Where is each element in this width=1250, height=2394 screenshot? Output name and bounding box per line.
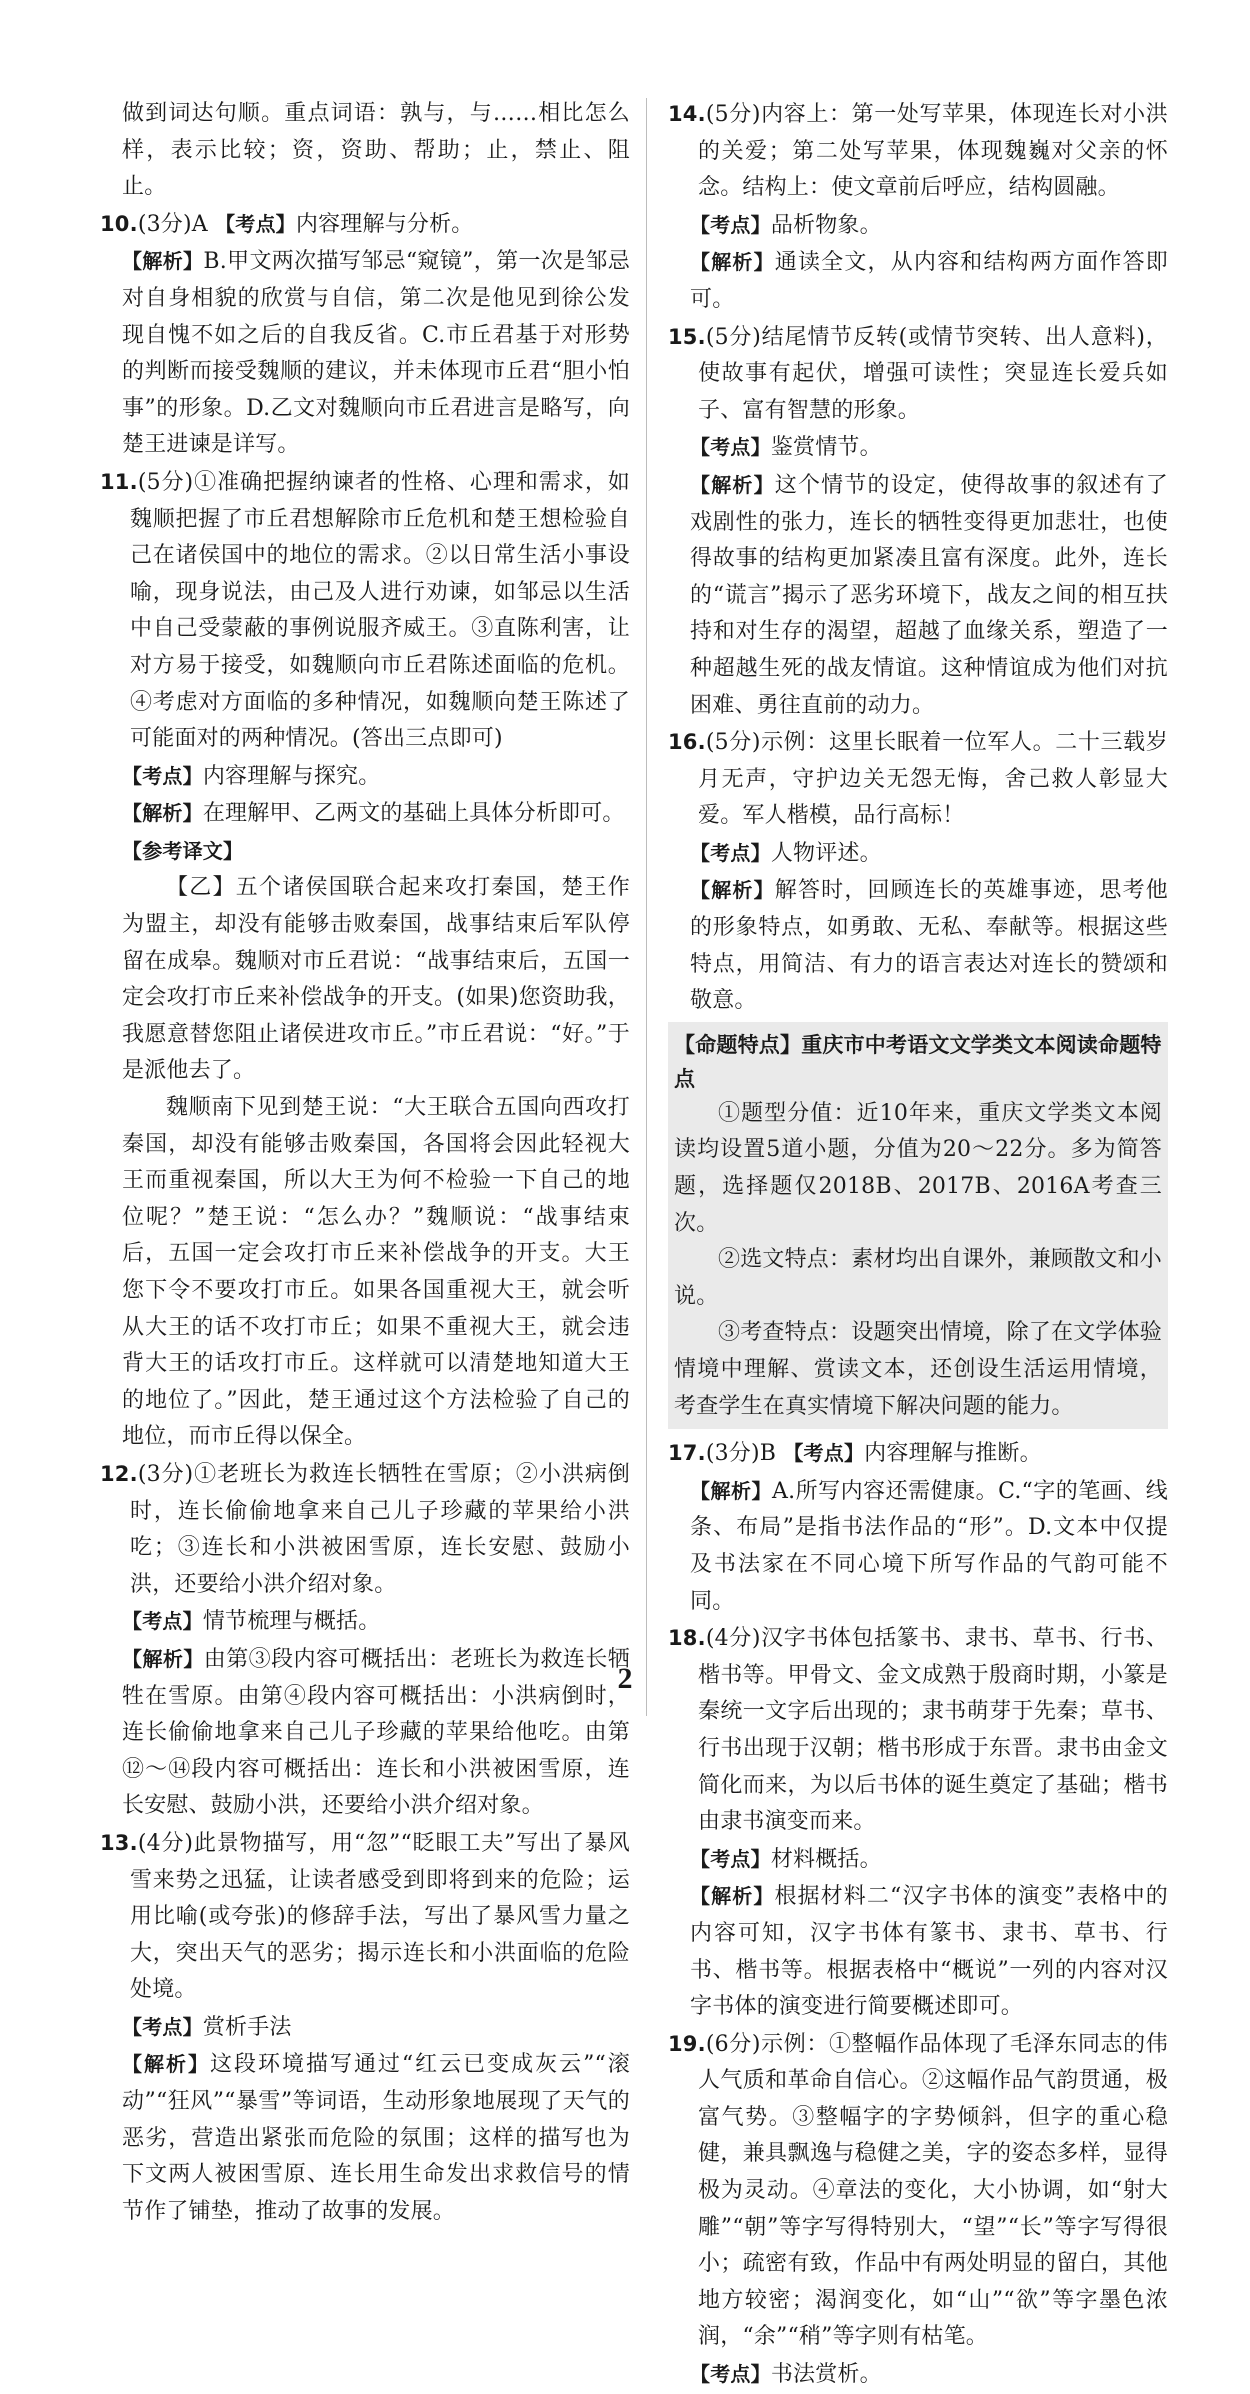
q10-jiexi: B.甲文两次描写邹忌“窥镜”，第一次是邹忌对自身相貌的欣赏与自信，第二次是他见到徐公发现自愧不如之后的自我反省。C.市丘君基于对形势的判断而接受魏顺的建议，并未体现市丘君“胆小怕事”的形象。D.乙文对魏顺向市丘君进言是略写，向楚王进谏是详写。	[122, 249, 630, 458]
q19-answer	[668, 2026, 1168, 2356]
q10-kaodian-tag: 【考点】	[215, 211, 296, 236]
q11-jiexi: 在理解甲、乙两文的基础上具体分析即可。	[202, 801, 625, 827]
q16-jiexi-tag: 【解析】	[690, 878, 775, 903]
q15-text: (5分)结尾情节反转(或情节突转、出人意料)，使故事有起伏，增强可读性；突显连长爱兵如子、富有智慧的形象。	[698, 324, 1168, 423]
continued-text: 做到词达句顺。重点词语：孰与，与……相比怎么样，表示比较；资，资助、帮助；止，禁止、阻止。	[122, 101, 630, 200]
q16-number: 16.	[668, 730, 706, 755]
q15-analysis	[668, 467, 1168, 724]
q17-analysis	[668, 1473, 1168, 1620]
q15-kaodian-tag: 【考点】	[690, 435, 771, 460]
q17-text: (3分)B	[705, 1441, 777, 1467]
q10-analysis	[100, 243, 630, 464]
q17-answer	[668, 1435, 1168, 1473]
q18-jiexi: 根据材料二“汉字书体的演变”表格中的内容可知，汉字书体有篆书、隶书、草书、行书、楷书等。根据表格中“概说”一列的内容对汉字书体的演变进行简要概述即可。	[690, 1884, 1168, 2020]
q10-kaodian: 内容理解与分析。	[295, 211, 474, 237]
q15-kaodian-text: 鉴赏情节。	[770, 435, 882, 461]
q17-kaodian: 内容理解与推断。	[864, 1441, 1042, 1467]
q18-kaodian	[668, 1841, 1168, 1879]
q14-jiexi: 通读全文，从内容和结构两方面作答即可。	[690, 250, 1168, 312]
q19-text: (6分)示例：①整幅作品体现了毛泽东同志的伟人气质和革命自信心。②这幅作品气韵贯通，极富气势。③整幅字的字势倾斜，但字的重心稳健，兼具飘逸与稳健之美，字的姿态多样，显得极为灵动。④章法的变化，大小协调，如“射大雕”“朝”等字写得特别大，“望”“长”等字写得很小；疏密有致，作品中有两处明显的留白，其他地方较密；渴润变化，如“山”“欲”等字墨色浓润，“余”“稍”等字则有枯笔。	[698, 2031, 1168, 2350]
q11-kaodian	[100, 758, 630, 796]
q14-number: 14.	[668, 102, 706, 126]
q18-text: (4分)汉字书体包括篆书、隶书、草书、行书、楷书等。甲骨文、金文成熟于殷商时期，小篆是秦统一文字后出现的；隶书萌芽于先秦；草书、行书出现于汉朝；楷书形成于东晋。隶书由金文简化而来，为以后书体的诞生奠定了基础；楷书由隶书演变而来。	[698, 1626, 1168, 1835]
q14-analysis	[668, 244, 1168, 318]
q13-kaodian-text: 赏析手法	[202, 2014, 292, 2040]
q15-answer	[668, 319, 1168, 430]
translation-paragraph-2: 魏顺南下见到楚王说：“大王联合五国向西攻打秦国，却没有能够击败秦国，各国将会因此轻视大王而重视秦国，所以大王为何不检验一下自己的地位呢？”楚王说：“怎么办？”魏顺说：“战事结束后，五国一定会攻打市丘来补偿战争的开支。大王您下令不要攻打市丘。如果各国重视大王，就会听从大王的话不攻打市丘；如果不重视大王，就会违背大王的话攻打市丘。这样就可以清楚地知道大王的地位了。”因此，楚王通过这个方法检验了自己的地位，而市丘得以保全。	[122, 1095, 630, 1450]
q14-answer	[668, 96, 1168, 207]
translation-tag: 【参考译文】	[122, 838, 244, 863]
q13-analysis	[100, 2046, 630, 2230]
q11-analysis	[100, 795, 630, 833]
q12-answer	[100, 1456, 630, 1603]
q11-translation-heading	[100, 833, 630, 871]
q14-kaodian-tag: 【考点】	[690, 212, 771, 237]
q15-kaodian	[668, 429, 1168, 467]
column-divider	[646, 98, 647, 1716]
q14-kaodian-text: 品析物象。	[770, 212, 882, 238]
q15-jiexi-tag: 【解析】	[690, 472, 775, 497]
q16-answer	[668, 724, 1168, 835]
q13-jiexi: 这段环境描写通过“红云已变成灰云”“滚动”“狂风”“暴雪”等词语，生动形象地展现了天气的恶劣，营造出紧张而危险的氛围；这样的描写也为下文两人被困雪原、连长用生命发出求救信号的情节作了铺垫，推动了故事的发展。	[122, 2052, 630, 2224]
exam-feature-title: 【命题特点】重庆市中考语文文学类文本阅读命题特点	[674, 1032, 1162, 1091]
q18-kaodian-tag: 【考点】	[690, 1846, 771, 1871]
q11-kaodian-tag: 【考点】	[122, 763, 203, 788]
page-number: 2	[617, 1662, 633, 1695]
q10-number: 10.	[100, 211, 138, 236]
q10-text: (3分)A	[137, 211, 208, 237]
q16-kaodian	[668, 835, 1168, 873]
q11-kaodian-text: 内容理解与探究。	[202, 763, 381, 789]
q16-analysis	[668, 872, 1168, 1019]
q11-answer	[100, 464, 630, 758]
q11-jiexi-tag: 【解析】	[122, 801, 203, 826]
exam-feature-point-3: ③考查特点：设题突出情境，除了在文学体验情境中理解、赏读文本，还创设生活运用情境，考查学生在真实情境下解决问题的能力。	[674, 1320, 1163, 1419]
q19-kaodian-text: 书法赏析。	[770, 2362, 882, 2388]
q16-jiexi: 解答时，回顾连长的英雄事迹，思考他的形象特点，如勇敢、无私、奉献等。根据这些特点，用简洁、有力的语言表达对连长的赞颂和敬意。	[690, 878, 1168, 1014]
q13-kaodian-tag: 【考点】	[122, 2014, 203, 2039]
translation-paragraph-1: 【乙】五个诸侯国联合起来攻打秦国，楚王作为盟主，却没有能够击败秦国，战事结束后军队停留在成皋。魏顺对市丘君说：“战事结束后，五国一定会攻打市丘来补偿战争的开支。(如果)您资助我，我愿意替您阻止诸侯进攻市丘。”市丘君说：“好。”于是派他去了。	[122, 875, 630, 1084]
q10-jiexi-tag: 【解析】	[122, 249, 204, 274]
q10-answer	[100, 206, 630, 244]
q19-number: 19.	[668, 2031, 706, 2056]
q15-jiexi: 这个情节的设定，使得故事的叙述有了戏剧性的张力，连长的牺牲变得更加悲壮，也使得故事的结构更加紧凑且富有深度。此外，连长的“谎言”揭示了恶劣环境下，战友之间的相互扶持和对生存的渴望，超越了血缘关系，塑造了一种超越生死的战友情谊。这种情谊成为他们对抗困难、勇往直前的动力。	[690, 472, 1168, 718]
q13-jiexi-tag: 【解析】	[122, 2052, 210, 2077]
q18-jiexi-tag: 【解析】	[690, 1884, 775, 1909]
q13-answer	[100, 1825, 630, 2009]
q14-jiexi-tag: 【解析】	[690, 250, 775, 275]
q18-number: 18.	[668, 1626, 706, 1651]
q12-kaodian	[100, 1603, 630, 1641]
q13-kaodian	[100, 2009, 630, 2047]
q18-kaodian-text: 材料概括。	[770, 1846, 882, 1872]
q17-jiexi-tag: 【解析】	[690, 1478, 773, 1503]
exam-feature-point-2: ②选文特点：素材均出自课外，兼顾散文和小说。	[674, 1247, 1163, 1309]
exam-feature-point-1: ①题型分值：近10年来，重庆文学类文本阅读均设置5道小题，分值为20～22分。多为简答题，选择题仅2018B、2017B、2016A考查三次。	[674, 1100, 1162, 1236]
q19-kaodian-tag: 【考点】	[690, 2362, 771, 2387]
q17-number: 17.	[668, 1441, 706, 1466]
q16-kaodian-text: 人物评述。	[770, 840, 882, 866]
q13-number: 13.	[100, 1830, 138, 1855]
q11-text: (5分)①准确把握纳谏者的性格、心理和需求，如魏顺把握了市丘君想解除市丘危机和楚王想检验自己在诸侯国中的地位的需求。②以日常生活小事设喻，现身说法，由己及人进行劝谏，如邹忌以生活中自己受蒙蔽的事例说服齐威王。③直陈利害，让对方易于接受，如魏顺向市丘君陈述面临的危机。④考虑对方面临的多种情况，如魏顺向楚王陈述了可能面对的两种情况。(答出三点即可)	[130, 469, 630, 752]
q12-jiexi-tag: 【解析】	[122, 1646, 204, 1671]
q11-number: 11.	[100, 469, 138, 494]
q12-kaodian-tag: 【考点】	[122, 1609, 203, 1634]
q18-analysis	[668, 1878, 1168, 2025]
exam-feature-box	[668, 1022, 1168, 1429]
left-column	[100, 96, 630, 2230]
q17-kaodian-tag: 【考点】	[783, 1441, 865, 1466]
right-column	[668, 96, 1168, 2394]
q12-jiexi: 由第③段内容可概括出：老班长为救连长牺牲在雪原。由第④段内容可概括出：小洪病倒时，连长偷偷地拿来自己儿子珍藏的苹果给他吃。由第⑫～⑭段内容可概括出：连长和小洪被困雪原，连长安慰、鼓励小洪，还要给小洪介绍对象。	[122, 1646, 630, 1819]
q14-kaodian	[668, 207, 1168, 245]
q13-text: (4分)此景物描写，用“忽”“眨眼工夫”写出了暴风雪来势之迅猛，让读者感受到即将到来的危险；运用比喻(或夸张)的修辞手法，写出了暴风雪力量之大，突出天气的恶劣；揭示连长和小洪面临的危险处境。	[130, 1830, 630, 2003]
q12-text: (3分)①老班长为救连长牺牲在雪原；②小洪病倒时，连长偷偷地拿来自己儿子珍藏的苹果给小洪吃；③连长和小洪被困雪原，连长安慰、鼓励小洪，还要给小洪介绍对象。	[130, 1461, 630, 1597]
q17-jiexi: A.所写内容还需健康。C.“字的笔画、线条、布局”是指书法作品的“形”。D.文本中仅提及书法家在不同心境下所写作品的气韵可能不同。	[690, 1478, 1168, 1614]
q19-kaodian	[668, 2356, 1168, 2394]
q16-text: (5分)示例：这里长眠着一位军人。二十三载岁月无声，守护边关无怨无悔，舍己救人彰显大爱。军人楷模，品行高标！	[698, 730, 1168, 829]
q14-text: (5分)内容上：第一处写苹果，体现连长对小洪的关爱；第二处写苹果，体现魏巍对父亲的怀念。结构上：使文章前后呼应，结构圆融。	[698, 102, 1168, 201]
q12-number: 12.	[100, 1461, 138, 1486]
q12-kaodian-text: 情节梳理与概括。	[202, 1609, 381, 1635]
q15-number: 15.	[668, 324, 706, 349]
q16-kaodian-tag: 【考点】	[690, 840, 771, 865]
